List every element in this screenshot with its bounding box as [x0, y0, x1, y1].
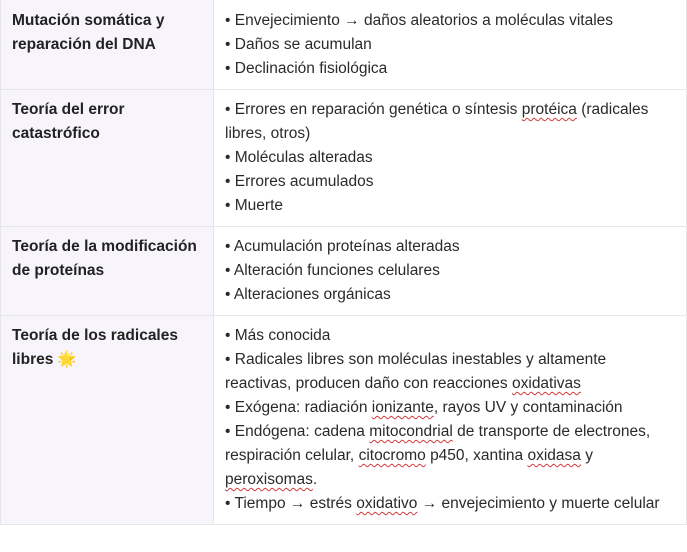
spellcheck-word[interactable]: citocromo [358, 447, 426, 464]
bullet-point: • Radicales libres son moléculas inestables y altamente reactivas, producen daño con reacciones oxidativas [225, 351, 607, 392]
bullet-point: • Moléculas alteradas [225, 149, 373, 166]
points-cell[interactable] [214, 0, 687, 90]
table-body [1, 0, 687, 525]
bullet-point: • Declinación fisiológica [225, 60, 388, 77]
bullet-point: • Errores en reparación genética o síntesis protéica (radicales libres, otros) [225, 101, 649, 142]
bullet-point: • Alteraciones orgánicas [225, 286, 391, 303]
table-row [1, 0, 687, 90]
spellcheck-word[interactable]: peroxisomas [225, 471, 313, 488]
bullet-point: • Tiempo → estrés oxidativo → envejecimiento y muerte celular [225, 495, 660, 512]
bullet-point: • Acumulación proteínas alteradas [225, 238, 460, 255]
points-cell[interactable] [214, 227, 687, 316]
spellcheck-word[interactable]: oxidativo [356, 495, 418, 512]
bullet-point: • Daños se acumulan [225, 36, 372, 53]
topic-cell[interactable] [1, 316, 214, 525]
bullet-point: • Envejecimiento → daños aleatorios a moléculas vitales [225, 12, 614, 29]
bullet-point: • Endógena: cadena mitocondrial de transporte de electrones, respiración celular, citocromo p450, xantina oxidasa y peroxisomas. [225, 423, 651, 488]
topic-text: Mutación somática y reparación del DNA [12, 12, 165, 53]
bullet-point: • Exógena: radiación ionizante, rayos UV y contaminación [225, 399, 623, 416]
points-cell[interactable] [214, 316, 687, 525]
spellcheck-word[interactable]: protéica [521, 101, 577, 118]
topic-text: Teoría de los radicales libres [12, 327, 178, 368]
topic-cell[interactable] [1, 90, 214, 227]
table-row [1, 316, 687, 525]
bullet-point: • Alteración funciones celulares [225, 262, 440, 279]
spellcheck-word[interactable]: ionizante [371, 399, 434, 416]
bullet-point: • Errores acumulados [225, 173, 374, 190]
points-cell[interactable] [214, 90, 687, 227]
spellcheck-word[interactable]: oxidativas [512, 375, 581, 392]
topic-text: Teoría de la modificación de proteínas [12, 238, 197, 279]
spellcheck-word[interactable]: oxidasa [527, 447, 581, 464]
table-row [1, 227, 687, 316]
bullet-point: • Más conocida [225, 327, 331, 344]
star-icon: 🌟 [57, 351, 77, 368]
spellcheck-word[interactable]: mitocondrial [369, 423, 453, 440]
topic-text: Teoría del error catastrófico [12, 101, 125, 142]
topic-cell[interactable] [1, 227, 214, 316]
topic-cell[interactable] [1, 0, 214, 90]
table-row [1, 90, 687, 227]
bullet-point: • Muerte [225, 197, 283, 214]
